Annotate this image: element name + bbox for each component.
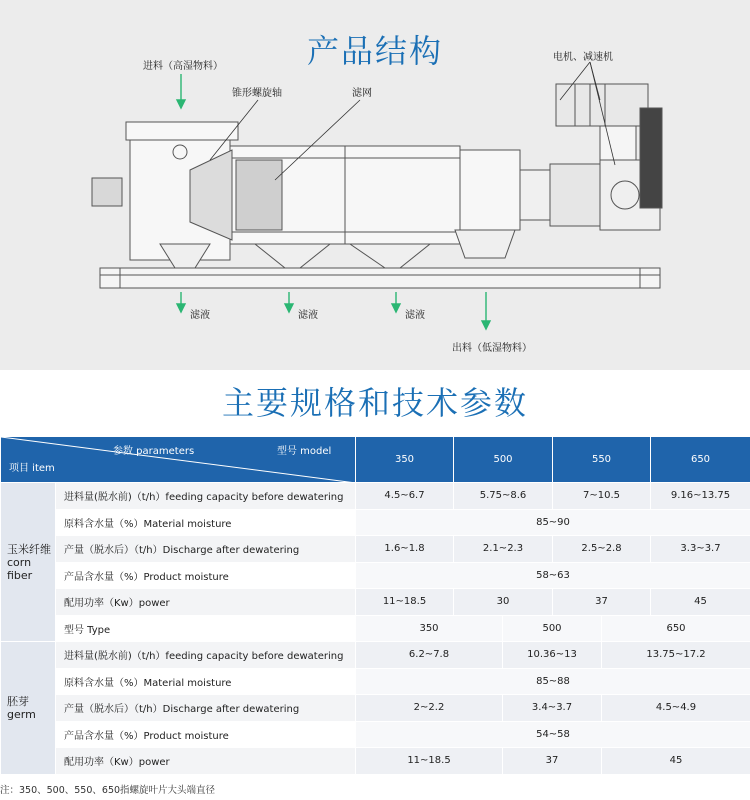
- value-cell: 2~2.2: [356, 695, 503, 722]
- value-cell: 37: [503, 748, 602, 775]
- param-label: 进料量(脱水前)（t/h）feeding capacity before dewatering: [56, 483, 356, 510]
- label-screw-shaft: 锥形螺旋轴: [232, 88, 282, 99]
- header-model-500: 500: [454, 437, 553, 483]
- value-cell: 2.5~2.8: [553, 536, 651, 563]
- param-label: 配用功率（Kw）power: [56, 589, 356, 616]
- param-label: 型号 Type: [56, 615, 356, 642]
- header-model-650: 650: [651, 437, 750, 483]
- value-cell: 350: [356, 615, 503, 642]
- param-label: 原料含水量（%）Material moisture: [56, 509, 356, 536]
- header-diagonal-cell: [1, 437, 356, 483]
- value-cell: 30: [454, 589, 553, 616]
- header-item: 项目 item: [9, 463, 55, 474]
- param-label: 产量（脱水后）（t/h）Discharge after dewatering: [56, 536, 356, 563]
- table-row: [1, 509, 750, 536]
- value-cell: 5.75~8.6: [454, 483, 553, 510]
- group-corn-fiber-zh: 玉米纤维: [7, 542, 51, 556]
- spec-title: 主要规格和技术参数: [221, 384, 528, 422]
- value-cell: 45: [602, 748, 750, 775]
- label-screen: 滤网: [352, 88, 372, 99]
- table-row: [1, 562, 750, 589]
- value-cell: 500: [503, 615, 602, 642]
- value-cell: 11~18.5: [356, 589, 454, 616]
- param-label: 产品含水量（%）Product moisture: [56, 721, 356, 748]
- table-row: [1, 483, 750, 510]
- value-cell: 1.6~1.8: [356, 536, 454, 563]
- label-motor-reducer: 电机、减速机: [553, 52, 613, 63]
- table-row: [1, 721, 750, 748]
- table-row: [1, 748, 750, 775]
- table-row: [1, 615, 750, 642]
- value-cell: 37: [553, 589, 651, 616]
- param-label: 进料量(脱水前)（t/h）feeding capacity before dewatering: [56, 642, 356, 669]
- value-cell: 85~88: [356, 668, 750, 695]
- value-cell: 9.16~13.75: [651, 483, 750, 510]
- label-filtrate-1: 滤液: [190, 310, 210, 321]
- param-label: 配用功率（Kw）power: [56, 748, 356, 775]
- value-cell: 6.2~7.8: [356, 642, 503, 669]
- footnote: 注：350、500、550、650指螺旋叶片大头端直径: [0, 785, 216, 796]
- header-model: 型号 model: [277, 446, 332, 457]
- value-cell: 650: [602, 615, 750, 642]
- value-cell: 54~58: [356, 721, 750, 748]
- label-filtrate-2: 滤液: [298, 310, 318, 321]
- table-row: [1, 642, 750, 669]
- header-params: 参数 parameters: [113, 446, 195, 457]
- value-cell: 7~10.5: [553, 483, 651, 510]
- value-cell: 4.5~4.9: [602, 695, 750, 722]
- label-filtrate-3: 滤液: [405, 310, 425, 321]
- group-germ: [1, 642, 56, 775]
- value-cell: 3.4~3.7: [503, 695, 602, 722]
- param-label: 原料含水量（%）Material moisture: [56, 668, 356, 695]
- table-header-row: [1, 437, 750, 483]
- group-germ-en: germ: [7, 707, 36, 721]
- group-corn-fiber-en: corn fiber: [7, 555, 33, 582]
- table-row: [1, 668, 750, 695]
- group-corn-fiber: [1, 483, 56, 642]
- table-row: [1, 536, 750, 563]
- table-row: [1, 589, 750, 616]
- value-cell: 45: [651, 589, 750, 616]
- param-label: 产品含水量（%）Product moisture: [56, 562, 356, 589]
- value-cell: 85~90: [356, 509, 750, 536]
- header-model-350: 350: [356, 437, 454, 483]
- label-outlet: 出料（低湿物料）: [452, 343, 532, 354]
- structure-diagram-panel: [0, 0, 750, 370]
- header-model-550: 550: [553, 437, 651, 483]
- value-cell: 11~18.5: [356, 748, 503, 775]
- spec-table: [0, 436, 750, 775]
- value-cell: 3.3~3.7: [651, 536, 750, 563]
- value-cell: 10.36~13: [503, 642, 602, 669]
- value-cell: 13.75~17.2: [602, 642, 750, 669]
- table-row: [1, 695, 750, 722]
- value-cell: 4.5~6.7: [356, 483, 454, 510]
- structure-title: 产品结构: [306, 32, 443, 70]
- value-cell: 2.1~2.3: [454, 536, 553, 563]
- value-cell: 58~63: [356, 562, 750, 589]
- param-label: 产量（脱水后）（t/h）Discharge after dewatering: [56, 695, 356, 722]
- group-germ-zh: 胚芽: [7, 694, 29, 708]
- label-inlet: 进料（高湿物料）: [143, 61, 223, 72]
